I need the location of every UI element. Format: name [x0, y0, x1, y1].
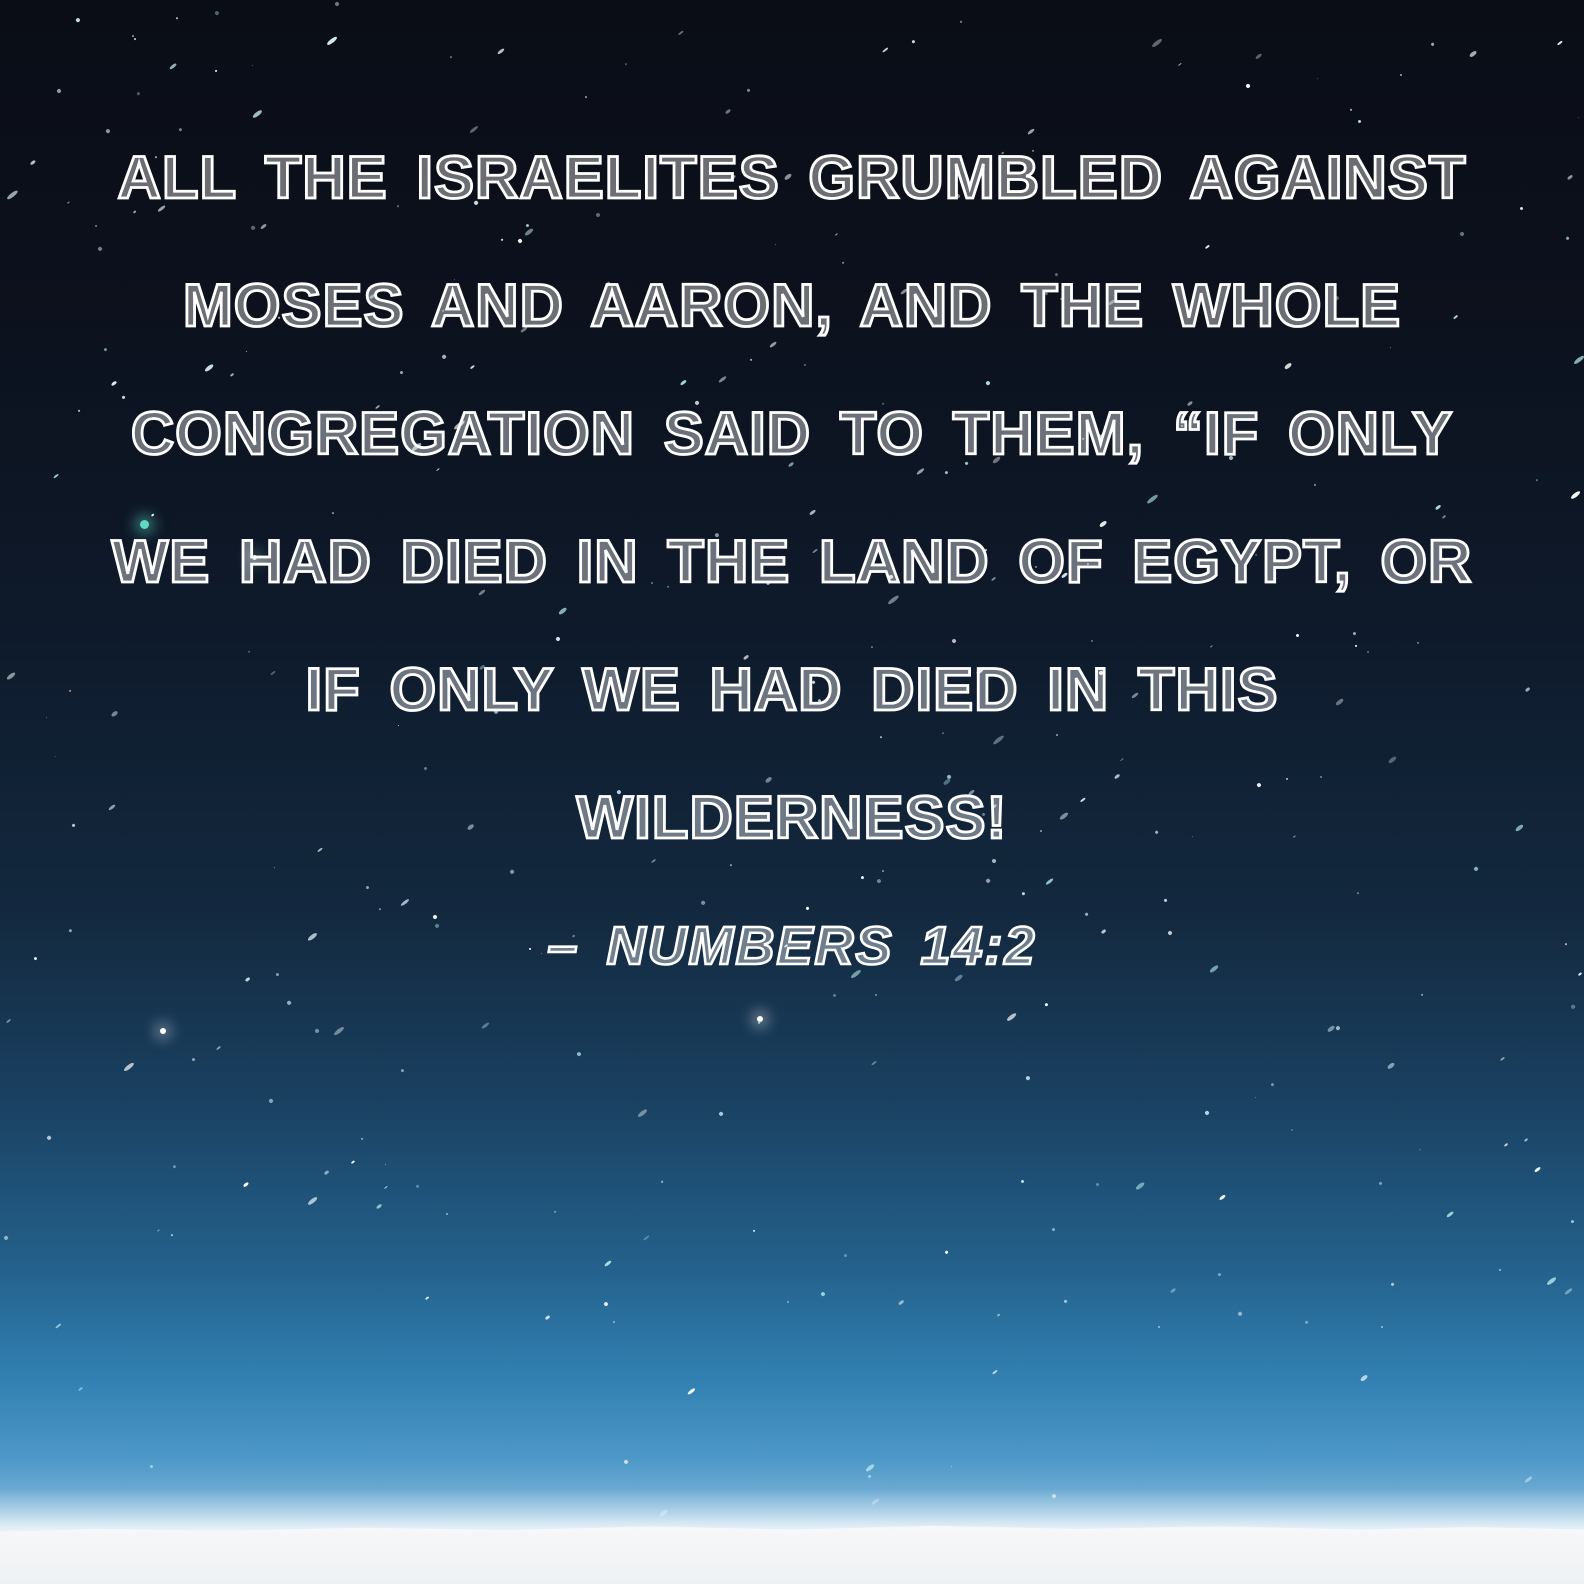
quote-line: MOSES AND AARON, AND THE WHOLE	[182, 272, 1402, 339]
horizon-haze	[0, 1488, 1584, 1534]
quote-line: ALL THE ISRAELITES GRUMBLED AGAINST	[117, 144, 1467, 211]
quote-line: WE HAD DIED IN THE LAND OF EGYPT, OR	[111, 528, 1473, 595]
bright-star	[160, 1028, 166, 1034]
quote-line: CONGREGATION SAID TO THEM, “IF ONLY	[130, 400, 1454, 467]
bright-star	[757, 1016, 763, 1022]
cloud-layer	[0, 1522, 1584, 1584]
quote-line: IF ONLY WE HAD DIED IN THIS	[305, 656, 1279, 723]
verse-reference: – NUMBERS 14:2	[547, 916, 1037, 976]
verse-quote-block	[0, 114, 1584, 1010]
quote-line: WILDERNESS!	[576, 784, 1008, 851]
